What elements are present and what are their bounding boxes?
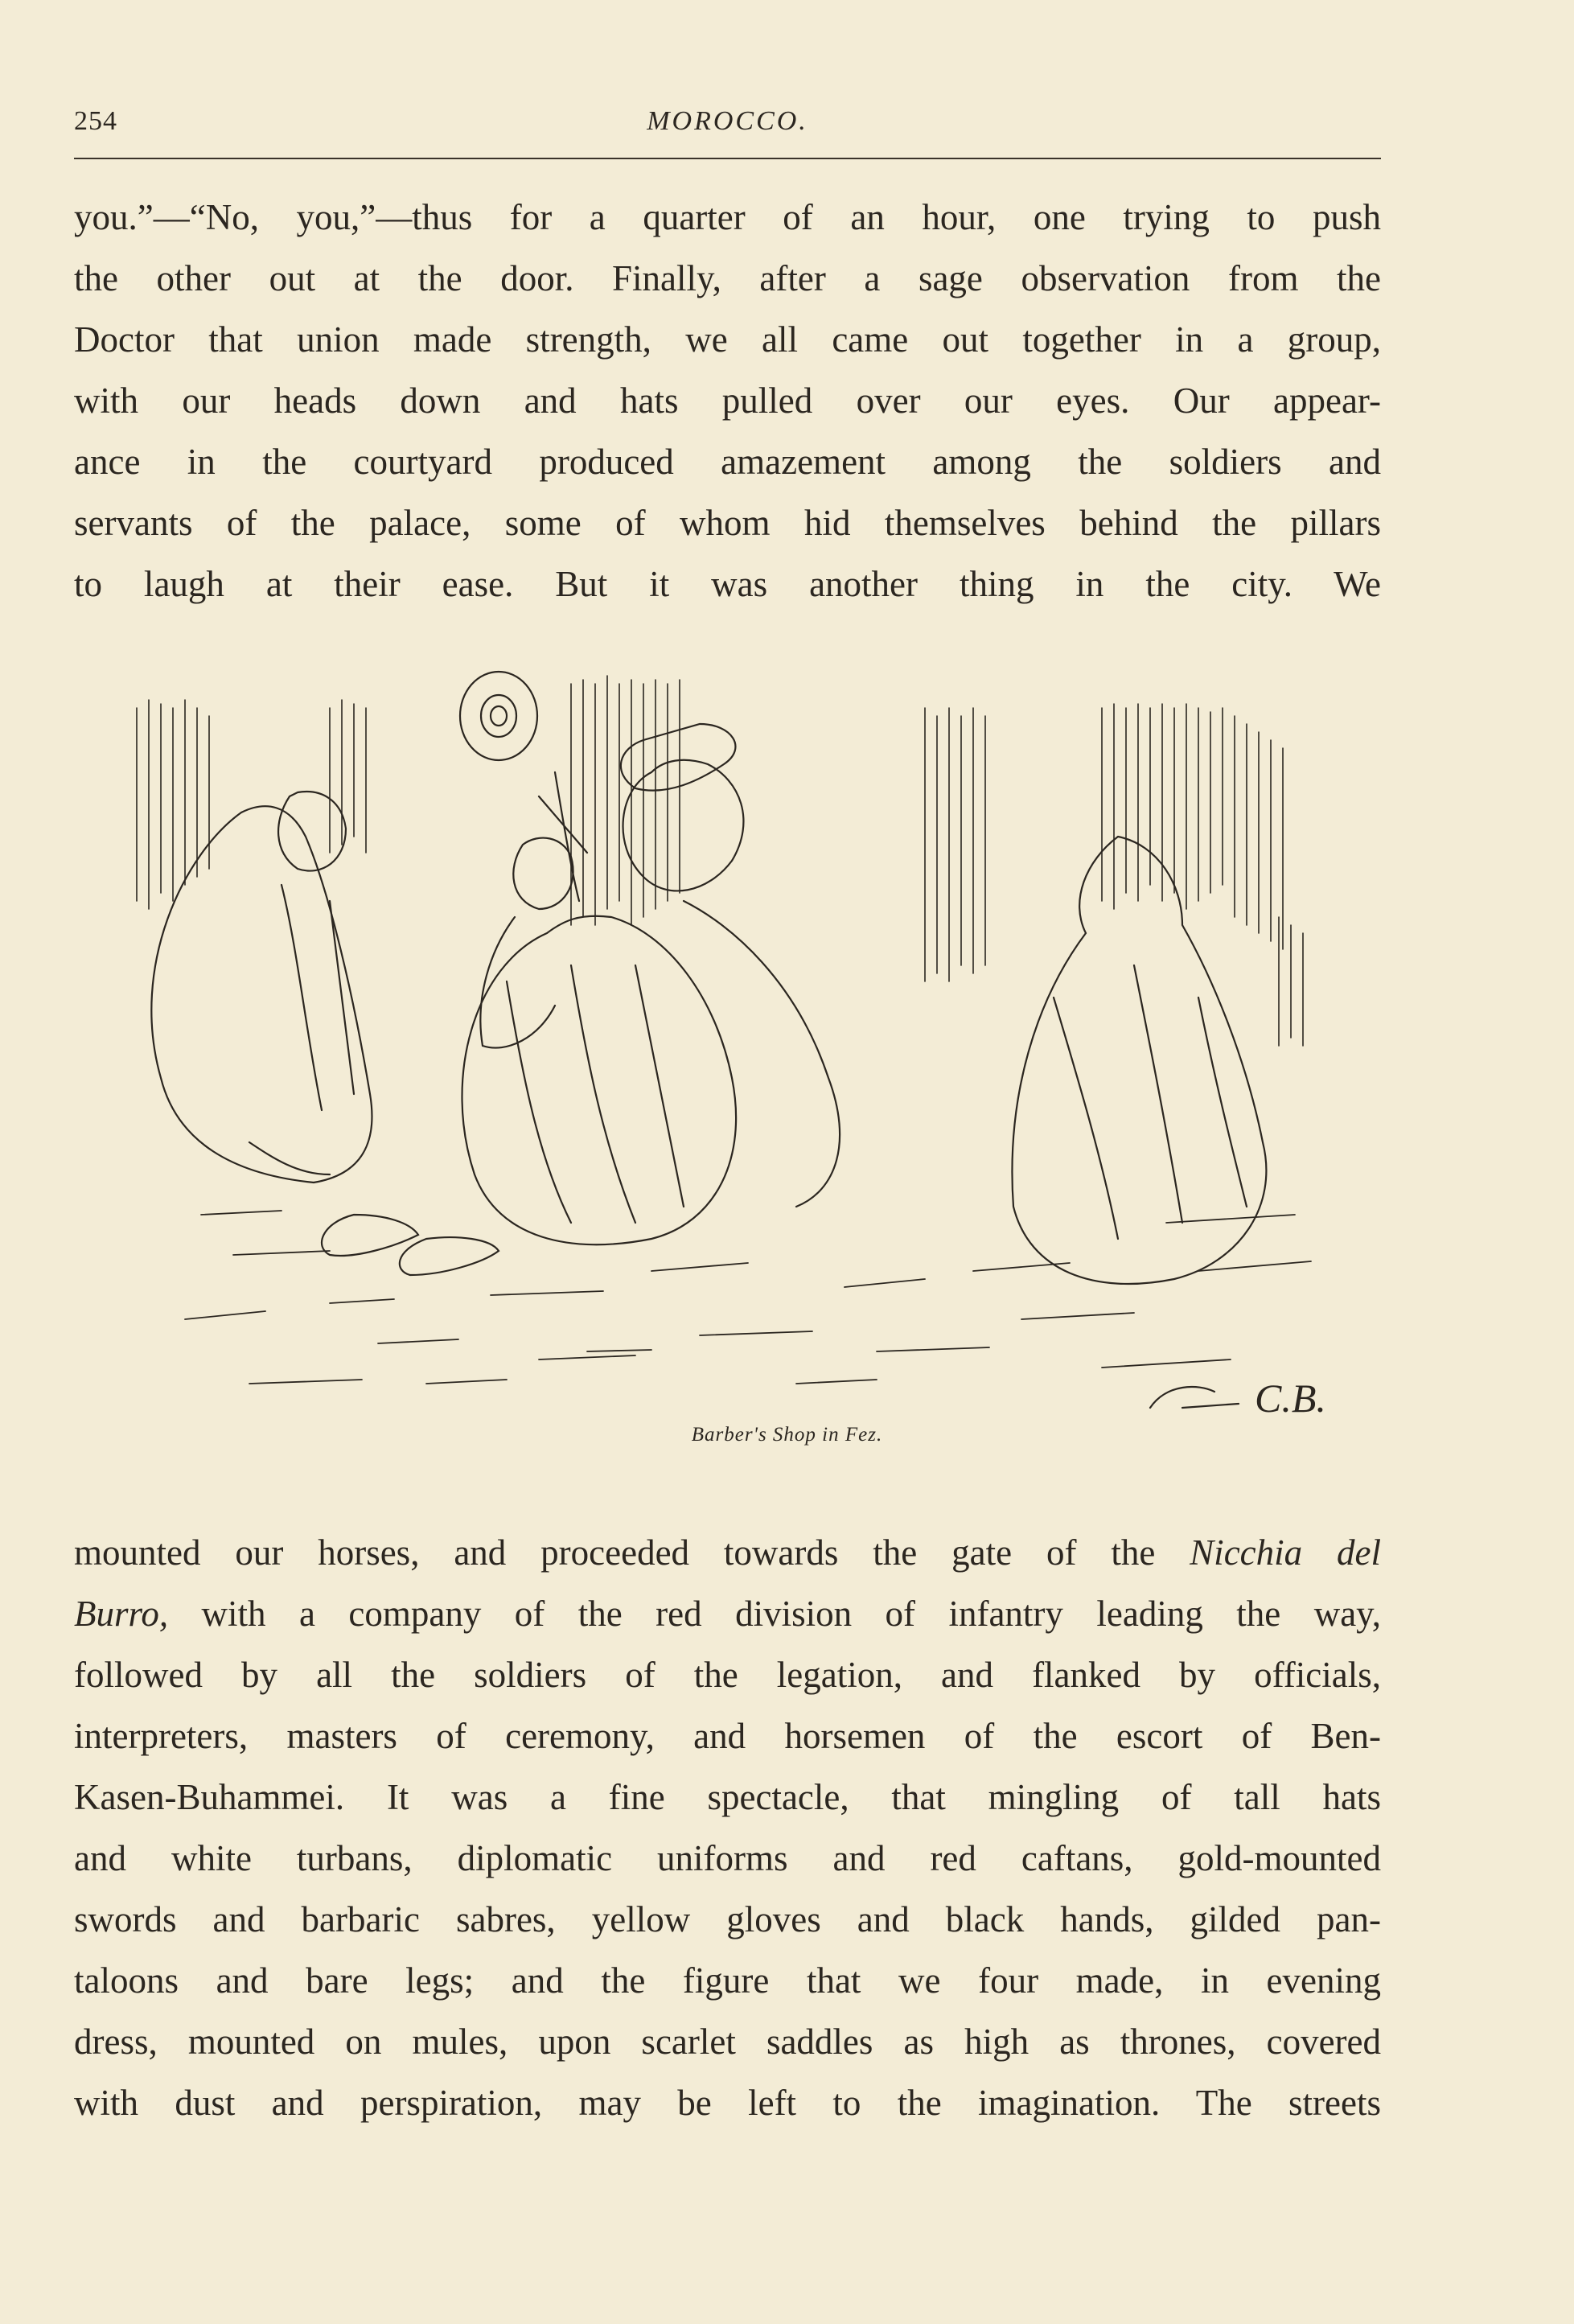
page-header bbox=[74, 97, 1381, 145]
page-number: 254 bbox=[74, 106, 117, 136]
text-line: servants of the palace, some of whom hid themselves behind the pillars bbox=[74, 503, 1381, 543]
bottom-paragraph bbox=[74, 1522, 1381, 2133]
text-line: Kasen-Buhammei. It was a fine spectacle, that mingling of tall hats bbox=[74, 1777, 1381, 1817]
hooded-figure-right bbox=[1012, 837, 1266, 1284]
text-line: interpreters, masters of ceremony, and horsemen of the escort of Ben- bbox=[74, 1716, 1381, 1756]
barber-shop-illustration bbox=[88, 660, 1375, 1432]
place-name: Burro, bbox=[74, 1594, 169, 1634]
seated-boy bbox=[480, 838, 573, 1048]
text-line: Doctor that union made strength, we all came out together in a group, bbox=[74, 319, 1381, 360]
barber-and-customer bbox=[462, 724, 840, 1244]
running-title: MOROCCO. bbox=[647, 106, 808, 136]
text-line: ance in the courtyard produced amazement among the soldiers and bbox=[74, 442, 1381, 482]
text-line: you.”—“No, you,”—thus for a quarter of an hour, one trying to push bbox=[74, 197, 1381, 237]
text-line: followed by all the soldiers of the legation, and flanked by officials, bbox=[74, 1655, 1381, 1695]
top-paragraph bbox=[74, 187, 1381, 615]
text-line: with dust and perspiration, may be left to the imagination. The streets bbox=[74, 2083, 1381, 2123]
text-line: the other out at the door. Finally, after a sage observation from the bbox=[74, 258, 1381, 298]
svg-text:C.B.: C.B. bbox=[1255, 1376, 1326, 1421]
text-line: and white turbans, diplomatic uniforms and red caftans, gold-mounted bbox=[74, 1838, 1381, 1878]
text-line: taloons and bare legs; and the figure that we four made, in evening bbox=[74, 1960, 1381, 2001]
illustration-caption: Barber's Shop in Fez. bbox=[691, 1424, 883, 1446]
text-line: swords and barbaric sabres, yellow gloves and black hands, gilded pan- bbox=[74, 1899, 1381, 1939]
wall-hatching bbox=[137, 676, 1303, 1046]
place-name: Nicchia del bbox=[1190, 1532, 1381, 1573]
slippers bbox=[322, 1215, 499, 1275]
hanging-hat bbox=[460, 672, 537, 760]
text-line: with our heads down and hats pulled over our eyes. Our appear- bbox=[74, 380, 1381, 421]
floor-strokes bbox=[185, 1211, 1311, 1384]
text-line: Burro, with a company of the red division of infantry leading the way, bbox=[74, 1594, 1381, 1634]
text-line: to laugh at their ease. But it was another thing in the city. We bbox=[74, 564, 1381, 604]
text-line: dress, mounted on mules, upon scarlet saddles as high as thrones, covered bbox=[74, 2022, 1381, 2062]
artist-signature bbox=[1150, 1376, 1326, 1421]
header-rule bbox=[74, 158, 1381, 159]
text-line: mounted our horses, and proceeded towards the gate of the Nicchia del bbox=[74, 1532, 1381, 1573]
